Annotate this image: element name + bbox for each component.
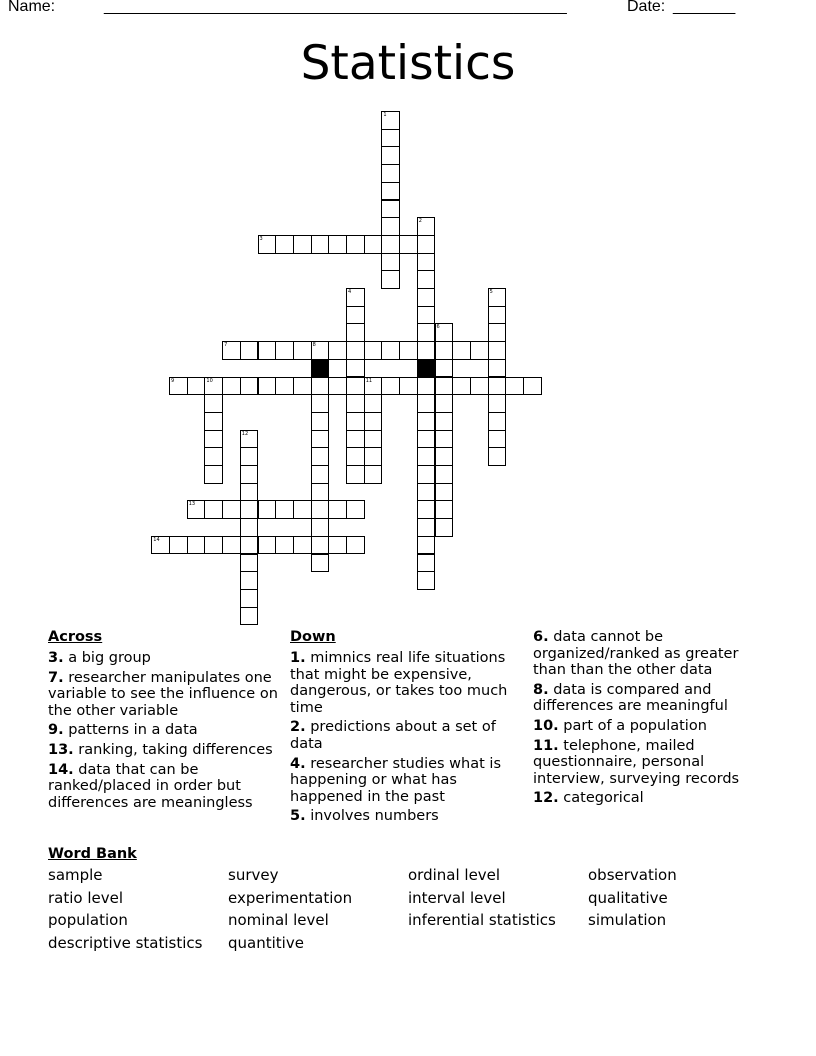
clue-item [533,629,758,679]
crossword-cell[interactable] [258,377,277,396]
crossword-cell[interactable] [258,235,277,254]
crossword-cell[interactable] [417,253,436,272]
crossword-cell[interactable] [470,341,489,360]
crossword-cell[interactable] [417,394,436,413]
clue-item [48,762,284,812]
crossword-cell[interactable] [381,270,400,289]
crossword-cell[interactable] [435,500,454,519]
crossword-cell[interactable] [364,341,383,360]
crossword-cell[interactable] [328,377,347,396]
crossword-cell[interactable] [346,306,365,325]
clue-item [290,650,526,716]
crossword-block [417,359,436,378]
cell-number: 2 [418,218,422,225]
crossword-cell[interactable] [435,394,454,413]
crossword-cell[interactable] [311,394,330,413]
crossword-cell[interactable] [293,500,312,519]
name-label: Name: [8,0,60,15]
crossword-cell[interactable] [488,377,507,396]
crossword-cell[interactable] [328,341,347,360]
word-bank-item: observation [588,866,677,884]
word-bank-item: experimentation [228,888,353,907]
crossword-cell[interactable] [435,377,454,396]
clue-number: 7. [48,669,64,686]
crossword-cell[interactable] [488,306,507,325]
crossword-cell[interactable] [258,536,277,555]
clue-number: 5. [290,808,306,825]
cell-number: 10 [206,377,213,384]
word-bank-item: quantitive [228,934,304,953]
crossword-cell[interactable] [275,341,294,360]
clue-text: data that can be ranked/placed in order but differences are meaningless [48,761,253,811]
crossword-cell[interactable] [435,465,454,484]
crossword-cell[interactable] [222,500,241,519]
across-heading: Across [48,629,103,645]
crossword-cell[interactable] [346,377,365,396]
cell-number: 6 [436,324,440,331]
cell-number: 7 [224,342,228,349]
crossword-cell[interactable] [346,235,365,254]
crossword-cell[interactable] [187,536,206,555]
clue-text: involves numbers [305,808,439,825]
crossword-cell[interactable] [488,288,507,307]
clue-text: researcher studies what is happening or what has happened in the past [290,755,501,805]
cell-number: 9 [171,377,175,384]
crossword-cell[interactable] [240,536,259,555]
clue-number: 12. [533,790,559,807]
crossword-cell[interactable] [452,341,471,360]
down-clues [290,629,526,828]
clue-text: data cannot be organized/ranked as greater than than the other data [533,629,739,679]
crossword-cell[interactable] [417,500,436,519]
crossword-cell[interactable] [364,430,383,449]
crossword-cell[interactable] [381,235,400,254]
crossword-cell[interactable] [488,394,507,413]
name-field[interactable]: ____________________________________________________ [104,0,567,15]
crossword-cell[interactable] [417,288,436,307]
crossword-cell[interactable] [381,164,400,183]
cell-number: 13 [188,501,196,508]
across-clues [48,629,284,814]
crossword-cell[interactable] [364,465,383,484]
crossword-cell[interactable] [275,500,294,519]
crossword-cell[interactable] [417,447,436,466]
crossword-cell[interactable] [328,536,347,555]
crossword-cell[interactable] [381,182,400,201]
crossword-cell[interactable] [417,217,436,236]
crossword-cell[interactable] [399,341,418,360]
crossword-cell[interactable] [417,536,436,555]
crossword-cell[interactable] [151,536,170,555]
crossword-cell[interactable] [381,377,400,396]
crossword-cell[interactable] [435,430,454,449]
crossword-cell[interactable] [435,412,454,431]
crossword-cell[interactable] [293,377,312,396]
clue-number: 14. [48,761,74,778]
word-bank-item: descriptive statistics [48,934,203,953]
crossword-cell[interactable] [204,500,223,519]
crossword-cell[interactable] [346,465,365,484]
crossword-cell[interactable] [346,447,365,466]
crossword-cell[interactable] [311,518,330,537]
crossword-cell[interactable] [311,536,330,555]
clue-number: 11. [533,737,559,754]
clue-item [290,808,526,825]
crossword-cell[interactable] [293,536,312,555]
crossword-cell[interactable] [417,270,436,289]
crossword-cell[interactable] [222,341,241,360]
clue-text: data is compared and differences are meaningful [533,681,728,715]
crossword-cell[interactable] [311,483,330,502]
crossword-cell[interactable] [240,465,259,484]
crossword-cell[interactable] [417,465,436,484]
clue-number: 3. [48,650,64,666]
crossword-cell[interactable] [204,430,223,449]
clue-number: 10. [533,717,559,734]
crossword-cell[interactable] [240,430,259,449]
crossword-cell[interactable] [381,253,400,272]
crossword-cell[interactable] [258,341,277,360]
crossword-cell[interactable] [488,341,507,360]
crossword-cell[interactable] [381,341,400,360]
clue-number: 4. [290,755,306,772]
clue-text: mimnics real life situations that might be expensive, dangerous, or takes too much time [290,650,508,716]
crossword-cell[interactable] [204,536,223,555]
crossword-cell[interactable] [417,323,436,342]
crossword-cell[interactable] [346,394,365,413]
cell-number: 8 [312,342,316,349]
clue-text: a big group [63,650,151,666]
clue-text: patterns in a data [63,722,198,739]
crossword-cell[interactable] [488,359,507,378]
cell-number: 4 [348,289,352,295]
clue-item [533,718,758,735]
word-bank [48,846,788,953]
crossword-block [311,359,330,378]
clue-item [48,722,284,739]
crossword-cell[interactable] [381,111,400,130]
word-bank-item: population [48,911,128,930]
date-field[interactable]: _______ [673,0,736,15]
crossword-cell[interactable] [417,412,436,431]
crossword-cell[interactable] [311,235,330,254]
clue-text: researcher manipulates one variable to see the influence on the other variable [48,669,278,719]
crossword-cell[interactable] [346,430,365,449]
crossword-cell[interactable] [452,377,471,396]
down-heading: Down [290,629,336,645]
crossword-cell[interactable] [187,500,206,519]
cell-number: 11 [365,377,373,384]
clue-text: ranking, taking differences [73,741,273,758]
crossword-cell[interactable] [240,607,259,626]
crossword-cell[interactable] [417,306,436,325]
clue-item [48,670,284,720]
crossword-cell[interactable] [293,341,312,360]
crossword-cell[interactable] [311,500,330,519]
crossword-cell[interactable] [470,377,489,396]
page-title: Statistics [300,36,516,91]
crossword-cell[interactable] [311,430,330,449]
crossword-cell[interactable] [222,536,241,555]
crossword-cell[interactable] [275,377,294,396]
crossword-cell[interactable] [417,518,436,537]
clue-number: 1. [290,650,306,666]
cell-number: 3 [259,235,263,242]
crossword-cell[interactable] [435,483,454,502]
crossword-cell[interactable] [275,235,294,254]
word-bank-item: simulation [588,911,667,930]
down-clues-continued [533,629,758,810]
crossword-cell[interactable] [204,447,223,466]
crossword-cell[interactable] [417,554,436,573]
crossword-cell[interactable] [204,377,223,396]
crossword-cell[interactable] [311,341,330,360]
crossword-cell[interactable] [417,430,436,449]
crossword-cell[interactable] [346,323,365,342]
crossword-cell[interactable] [399,235,418,254]
date-label: Date: [627,0,670,15]
clue-item [533,790,758,807]
crossword-cell[interactable] [505,377,524,396]
crossword-cell[interactable] [417,235,436,254]
crossword-cell[interactable] [399,377,418,396]
crossword-cell[interactable] [488,430,507,449]
clue-item [48,650,284,667]
crossword-cell[interactable] [204,412,223,431]
crossword-cell[interactable] [311,465,330,484]
clue-text: categorical [558,790,644,807]
crossword-cell[interactable] [240,589,259,608]
crossword-cell[interactable] [293,235,312,254]
crossword-cell[interactable] [346,412,365,431]
crossword-cell[interactable] [311,412,330,431]
crossword-cell[interactable] [488,323,507,342]
crossword-cell[interactable] [435,359,454,378]
crossword-cell[interactable] [346,288,365,307]
crossword-cell[interactable] [240,483,259,502]
crossword-cell[interactable] [488,412,507,431]
crossword-cell[interactable] [240,554,259,573]
crossword-cell[interactable] [311,377,330,396]
crossword-cell[interactable] [364,235,383,254]
crossword-cell[interactable] [187,377,206,396]
crossword-cell[interactable] [435,447,454,466]
clue-text: telephone, mailed questionnaire, personal interview, surveying records [533,737,740,787]
crossword-cell[interactable] [435,518,454,537]
word-bank-item: survey [228,866,279,884]
crossword-cell[interactable] [346,359,365,378]
word-bank-item: sample [48,866,103,884]
word-bank-heading: Word Bank [48,846,137,862]
crossword-cell[interactable] [240,518,259,537]
cell-number: 14 [153,536,160,543]
crossword-cell[interactable] [240,500,259,519]
crossword-cell[interactable] [364,447,383,466]
crossword-cell[interactable] [222,377,241,396]
cell-number: 12 [241,430,249,437]
crossword-cell[interactable] [258,500,277,519]
crossword-cell[interactable] [346,341,365,360]
word-bank-item: qualitative [588,888,668,907]
crossword-cell[interactable] [417,377,436,396]
crossword-cell[interactable] [523,377,542,396]
crossword-cell[interactable] [381,146,400,165]
crossword-cell[interactable] [328,500,347,519]
crossword-cell[interactable] [417,483,436,502]
word-bank-item: interval level [408,888,506,907]
clue-text: predictions about a set of data [290,719,496,752]
clue-number: 8. [533,681,549,698]
crossword-cell[interactable] [240,377,259,396]
clue-number: 2. [290,719,306,736]
clue-number: 6. [533,629,549,645]
crossword-cell[interactable] [311,447,330,466]
crossword-cell[interactable] [346,536,365,555]
clue-item [290,719,526,752]
crossword-cell[interactable] [240,447,259,466]
crossword-cell[interactable] [381,129,400,148]
clue-item [533,682,758,715]
word-bank-item: ordinal level [408,866,501,884]
crossword-cell[interactable] [204,394,223,413]
clue-item [533,738,758,788]
crossword-cell[interactable] [169,377,188,396]
clue-number: 13. [48,741,74,758]
crossword-cell[interactable] [275,536,294,555]
crossword-cell[interactable] [488,447,507,466]
crossword-cell[interactable] [417,571,436,590]
crossword-cell[interactable] [381,200,400,219]
crossword-cell[interactable] [364,377,383,396]
clue-text: part of a population [558,717,707,734]
crossword-cell[interactable] [311,554,330,573]
crossword-cell[interactable] [204,465,223,484]
crossword-cell[interactable] [364,412,383,431]
cell-number: 5 [489,289,493,295]
crossword-cell[interactable] [240,571,259,590]
crossword-cell[interactable] [364,394,383,413]
crossword-cell[interactable] [417,341,436,360]
clue-number: 9. [48,722,64,739]
crossword-cell[interactable] [346,500,365,519]
crossword-cell[interactable] [169,536,188,555]
clue-item [290,756,526,806]
clue-item [48,742,284,759]
crossword-cell[interactable] [240,341,259,360]
cell-number: 1 [383,112,387,118]
crossword-cell[interactable] [435,323,454,342]
crossword-cell[interactable] [328,235,347,254]
word-bank-item: ratio level [48,888,124,907]
crossword-cell[interactable] [435,341,454,360]
crossword-cell[interactable] [381,217,400,236]
word-bank-item: inferential statistics [408,911,556,930]
word-bank-item: nominal level [228,911,329,930]
